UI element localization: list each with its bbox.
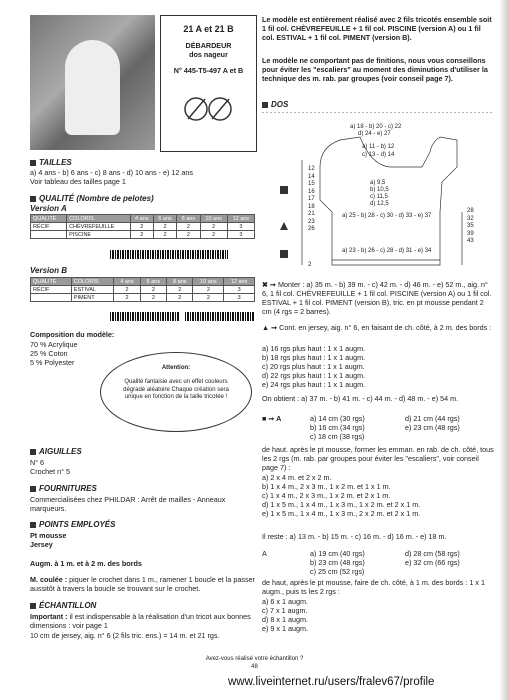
page-fold: [499, 0, 509, 700]
list-item: a) 19 cm (40 rgs): [310, 549, 365, 558]
table-cell: 2: [200, 231, 227, 239]
section-square-icon: [30, 196, 36, 202]
table-cell: RÉCIF: [31, 223, 67, 231]
yarn-table-a: [30, 214, 255, 239]
table-header-cell: COLORIS: [71, 278, 114, 286]
list-item: d) 8 x 1 augm.: [262, 615, 308, 624]
intro-paragraph-2: [262, 56, 494, 83]
maille-coulee: [30, 575, 255, 593]
model-name: DÉBARDEUR: [185, 41, 232, 50]
list-item: b) 1 x 4 m., 2 x 3 m., 1 x 2 m. et 1 x 1 m.: [262, 482, 391, 491]
points-line-2: Jersey: [30, 540, 53, 549]
composition-line-3: 5 % Polyester: [30, 358, 75, 367]
composition-line-1: 70 % Acrylique: [30, 340, 78, 349]
instr-a2-left-list: [310, 549, 400, 576]
dim-mid-1: a) 11 - b) 12: [362, 144, 395, 150]
maille-coulee-text: piquer le crochet dans 1 m., ramener 1 boucle et la passer aussitôt à travers la boucle se trouvant sur le crochet.: [30, 575, 255, 593]
list-item: a) 6 x 1 augm.: [262, 597, 308, 606]
table-header-cell: 4 ans: [130, 215, 153, 223]
echantillon-title: [30, 601, 96, 610]
version-b-label: Version B: [30, 266, 68, 275]
list-item: d) 28 cm (58 rgs): [405, 549, 460, 558]
instr-monter: ✖ ➞ Monter : a) 35 m. - b) 39 m. - c) 42 m. - d) 46 m. - e) 52 m., aig. n° 6, 1 fil col. CHÈVREFEUILLE + 1 fil col. PISCINE (version A) ou 1 fil col. ESTIVAL + 1 fil col. PIMENT (version B), tric. en pt mousse pendant 2 cm (4 rgs = 2 barres).: [262, 280, 492, 316]
table-header-cell: 10 ans: [200, 215, 227, 223]
aiguilles-title-text: AIGUILLES: [39, 447, 82, 456]
dimension-label: 12: [308, 166, 315, 172]
table-cell: 2: [177, 231, 200, 239]
table-cell: 2: [114, 294, 140, 302]
aiguilles-line-1: N° 6: [30, 458, 45, 467]
left-dimension-list: [308, 166, 318, 234]
model-photo: [30, 15, 155, 150]
table-cell: [31, 231, 67, 239]
dimension-label: 15: [308, 181, 315, 187]
table-header-cell: QUALITÉ: [31, 278, 72, 286]
watermark-url: www.liveinternet.ru/users/fralev67/profile: [228, 676, 435, 688]
dim-arm-2: b) 10,5: [370, 187, 389, 193]
intro-paragraph-1: Le modèle est entièrement réalisé avec 2 fils tricotés ensemble soit 1 fil col. CHÈVREFEUILLE + 1 fil col. PISCINE (version A) ou 1 fil col. ESTIVAL + 1 fil col. PIMENT (version B).: [262, 15, 492, 42]
points-title: [30, 520, 115, 529]
table-header-row: [31, 278, 255, 286]
table-header-cell: 12 ans: [227, 215, 254, 223]
instr-a-label: A: [276, 414, 282, 423]
dos-title-text: DOS: [271, 100, 289, 109]
echantillon-title-text: ÉCHANTILLON: [39, 601, 97, 610]
table-cell: ESTIVAL: [71, 286, 114, 294]
table-cell: 2: [177, 223, 200, 231]
table-cell: [31, 294, 72, 302]
list-item: c) 1 x 4 m., 2 x 3 m., 1 x 2 m. et 2 x 1 m.: [262, 491, 391, 500]
attention-text: Qualité fantaisie avec un effet couleurs dégradé aléatoire Chaque création sera unique en fonction de la taille tricotée !: [123, 379, 229, 400]
list-item: c) 25 cm (52 rgs): [310, 567, 365, 576]
table-row: [31, 286, 255, 294]
section-square-icon: [30, 522, 36, 528]
table-header-cell: 8 ans: [167, 278, 193, 286]
echantillon-important: [30, 612, 255, 630]
list-item: d) 22 rgs plus haut : 1 x 1 augm.: [262, 371, 366, 380]
list-item: e) 9 x 1 augm.: [262, 624, 308, 633]
list-item: d) 21 cm (44 rgs): [405, 414, 460, 423]
instr-augm2-list: [262, 597, 494, 633]
instr-a2-marker: A: [262, 549, 267, 558]
table-cell: 3: [224, 294, 255, 302]
list-item: e) 32 cm (66 rgs): [405, 558, 460, 567]
list-item: c) 7 x 1 augm.: [262, 606, 308, 615]
dim-bottom: 2: [308, 262, 312, 268]
instr-a-left-list: [310, 414, 400, 441]
list-item: a) 2 x 4 m. et 2 x 2 m.: [262, 473, 332, 482]
tailles-title: [30, 158, 72, 167]
table-cell: 2: [193, 294, 224, 302]
table-cell: 2: [114, 286, 140, 294]
dim-width-2: a) 23 - b) 26 - c) 28 - d) 31 - e) 34: [342, 248, 432, 254]
table-cell: CHÈVREFEUILLE: [67, 223, 131, 231]
dimension-label: 18: [308, 203, 315, 210]
dimension-label: 28: [467, 208, 474, 214]
table-cell: 2: [200, 223, 227, 231]
dimension-label: 16: [308, 188, 315, 195]
points-line-1: Pt mousse: [30, 531, 67, 540]
yarn-table-b: [30, 277, 255, 302]
table-cell: 2: [153, 231, 176, 239]
list-item: b) 16 cm (34 rgs): [310, 423, 365, 432]
page-number: 48: [251, 664, 258, 670]
table-header-cell: 6 ans: [153, 215, 176, 223]
barcode-a: [110, 250, 228, 259]
list-item: d) 1 x 5 m., 1 x 4 m., 1 x 3 m., 1 x 2 m. et 2 x 1 m.: [262, 500, 421, 509]
list-item: c) 20 rgs plus haut : 1 x 1 augm.: [262, 362, 365, 371]
dim-top-1: a) 18 - b) 20 - c) 22: [350, 124, 402, 130]
table-cell: PIMENT: [71, 294, 114, 302]
dimension-label: 23: [308, 218, 315, 225]
list-item: e) 23 cm (48 rgs): [405, 423, 460, 432]
needle-icons: [183, 91, 233, 131]
table-header-cell: QUALITÉ: [31, 215, 67, 223]
instr-dehaut2: de haut, après le pt mousse, faire de ch. côté, à 1 m. des bords : 1 x 1 augm., puis ts les 2 rgs :: [262, 578, 485, 596]
table-header-cell: 10 ans: [193, 278, 224, 286]
section-square-icon: [30, 449, 36, 455]
barcode-b-2: [185, 312, 255, 321]
table-cell: 2: [167, 294, 193, 302]
table-cell: 2: [130, 223, 153, 231]
dimension-label: 14: [308, 173, 315, 180]
dimension-label: 32: [467, 215, 474, 222]
dim-mid-2: c) 13 - d) 14: [362, 152, 395, 158]
dimension-label: 35: [467, 223, 474, 229]
tailles-line-1: a) 4 ans - b) 6 ans - c) 8 ans - d) 10 ans - e) 12 ans: [30, 168, 193, 177]
list-item: b) 18 rgs plus haut : 1 x 1 augm.: [262, 353, 366, 362]
aiguilles-title: [30, 447, 82, 456]
barcode-b-1: [110, 312, 180, 321]
section-square-icon: [30, 160, 36, 166]
instr-obtient: On obtient : a) 37 m. - b) 41 m. - c) 44 m. - d) 48 m. - e) 54 m.: [262, 394, 459, 403]
qualite-title: [30, 194, 154, 203]
instr-augm-list: [262, 344, 494, 389]
model-header-box: [160, 15, 257, 152]
dim-top-2: d) 24 - e) 27: [358, 131, 391, 137]
list-item: e) 24 rgs plus haut : 1 x 1 augm.: [262, 380, 366, 389]
dim-arm-4: d) 12,5: [370, 201, 389, 207]
dim-arm-1: a) 9,5: [370, 180, 386, 186]
dim-arm-3: c) 11,5: [370, 194, 388, 200]
tailles-line-2: Voir tableau des tailles page 1: [30, 177, 126, 186]
footer-text: Avez-vous réalisé votre échantillon ?: [205, 656, 304, 662]
echantillon-important-text: il est indispensable à la réalisation d'un tricot aux bonnes dimensions : voir page 1: [30, 612, 251, 630]
attention-oval: [100, 352, 252, 432]
dimension-label: 26: [308, 226, 315, 232]
table-cell: 3: [227, 223, 254, 231]
version-a-label: Version A: [30, 204, 67, 213]
instr-a-right-list: [405, 414, 495, 432]
list-item: e) 1 x 5 m., 1 x 4 m., 1 x 3 m., 2 x 2 m. et 2 x 1 m.: [262, 509, 421, 518]
tailles-title-text: TAILLES: [39, 158, 72, 167]
table-header-cell: 8 ans: [177, 215, 200, 223]
dimension-label: 21: [308, 211, 315, 217]
table-cell: 2: [153, 223, 176, 231]
table-header-row: [31, 215, 255, 223]
instr-a-marker: ■ ➞ A: [262, 414, 282, 423]
table-header-cell: COLORIS: [67, 215, 131, 223]
table-header-cell: 6 ans: [140, 278, 166, 286]
model-ref: N° 445-T5-497 A et B: [173, 66, 244, 75]
qualite-title-text: QUALITÉ (Nombre de pelotes): [39, 194, 154, 203]
intro-p2-text: Le modèle ne comportant pas de finitions, nous vous conseillons pour éviter les "escaliers" au moment des diminutions d'utiliser la technique des m. rab. par groupes (voir conseil page 7).: [262, 56, 488, 83]
table-header-cell: 4 ans: [114, 278, 140, 286]
table-header-cell: 12 ans: [224, 278, 255, 286]
model-subname: dos nageur: [189, 50, 228, 59]
points-augm: Augm. à 1 m. et à 2 m. des bords: [30, 559, 142, 568]
echantillon-important-label: Important :: [30, 612, 68, 621]
table-cell: PISCINE: [67, 231, 131, 239]
table-cell: 2: [193, 286, 224, 294]
model-code: 21 A et 21 B: [183, 24, 234, 34]
list-item: b) 23 cm (48 rgs): [310, 558, 365, 567]
fournitures-title: [30, 484, 97, 493]
table-cell: 3: [227, 231, 254, 239]
right-dimension-list: [467, 208, 479, 246]
instr-cont-text: Cont. en jersey, aig. n° 6, en faisant de ch. côté, à 2 m. des bords :: [279, 323, 492, 332]
table-cell: 2: [140, 286, 166, 294]
instr-reste: Il reste : a) 13 m. - b) 15 m. - c) 16 m. - d) 16 m. - e) 18 m.: [262, 532, 447, 541]
aiguilles-line-2: Crochet n° 5: [30, 467, 71, 476]
section-square-icon: [30, 486, 36, 492]
table-row: [31, 231, 255, 239]
dimension-label: 43: [467, 238, 474, 244]
instr-a2-right-list: [405, 549, 495, 567]
maille-coulee-label: M. coulée :: [30, 575, 68, 584]
dimension-label: 17: [308, 196, 315, 202]
dimension-label: 39: [467, 230, 474, 237]
table-cell: 2: [167, 286, 193, 294]
section-square-icon: [262, 102, 268, 108]
composition-line-2: 25 % Coton: [30, 349, 68, 358]
table-cell: RÉCIF: [31, 286, 72, 294]
instr-rab-list: [262, 473, 494, 518]
instr-monter-text: Monter : a) 35 m. - b) 39 m. - c) 42 m. - d) 46 m. - e) 52 m., aig. n° 6, 1 fil col. CHÈVREFEUILLE + 1 fil col. PISCINE (version A) ou 1 fil col. ESTIVAL + 1 fil col. PIMENT (version B), tric. en pt mousse pendant 2 cm (4 rgs = 2 barres).: [262, 280, 492, 316]
fournitures-text: Commercialisées chez PHILDAR : Arrêt de mailles - Anneaux marqueurs.: [30, 495, 226, 513]
instr-dehaut: de haut. après le pt mousse, former les emman. en rab. de ch. côté, tous les 2 rgs (m. rab. par groupes pour éviter les "escaliers", voir conseil page 7) :: [262, 445, 494, 472]
list-item: a) 14 cm (30 rgs): [310, 414, 365, 423]
list-item: a) 16 rgs plus haut : 1 x 1 augm.: [262, 344, 366, 353]
list-item: c) 18 cm (38 rgs): [310, 432, 365, 441]
composition-title: Composition du modèle:: [30, 330, 115, 339]
attention-title: Attention:: [161, 365, 191, 371]
dos-title: [262, 100, 288, 109]
dim-width-1: a) 25 - b) 28 - c) 30 - d) 33 - e) 37: [342, 213, 432, 219]
points-title-text: POINTS EMPLOYÉS: [39, 520, 116, 529]
table-row: [31, 223, 255, 231]
table-cell: 2: [140, 294, 166, 302]
section-square-icon: [30, 603, 36, 609]
table-row: [31, 294, 255, 302]
instr-cont: ▲ ➞ Cont. en jersey, aig. n° 6, en faisant de ch. côté, à 2 m. des bords :: [262, 323, 492, 332]
table-cell: 2: [130, 231, 153, 239]
table-cell: 3: [224, 286, 255, 294]
echantillon-gauge: 10 cm de jersey, aig. n° 6 (2 fils tric. ens.) = 14 m. et 21 rgs.: [30, 631, 220, 640]
fournitures-title-text: FOURNITURES: [39, 484, 97, 493]
